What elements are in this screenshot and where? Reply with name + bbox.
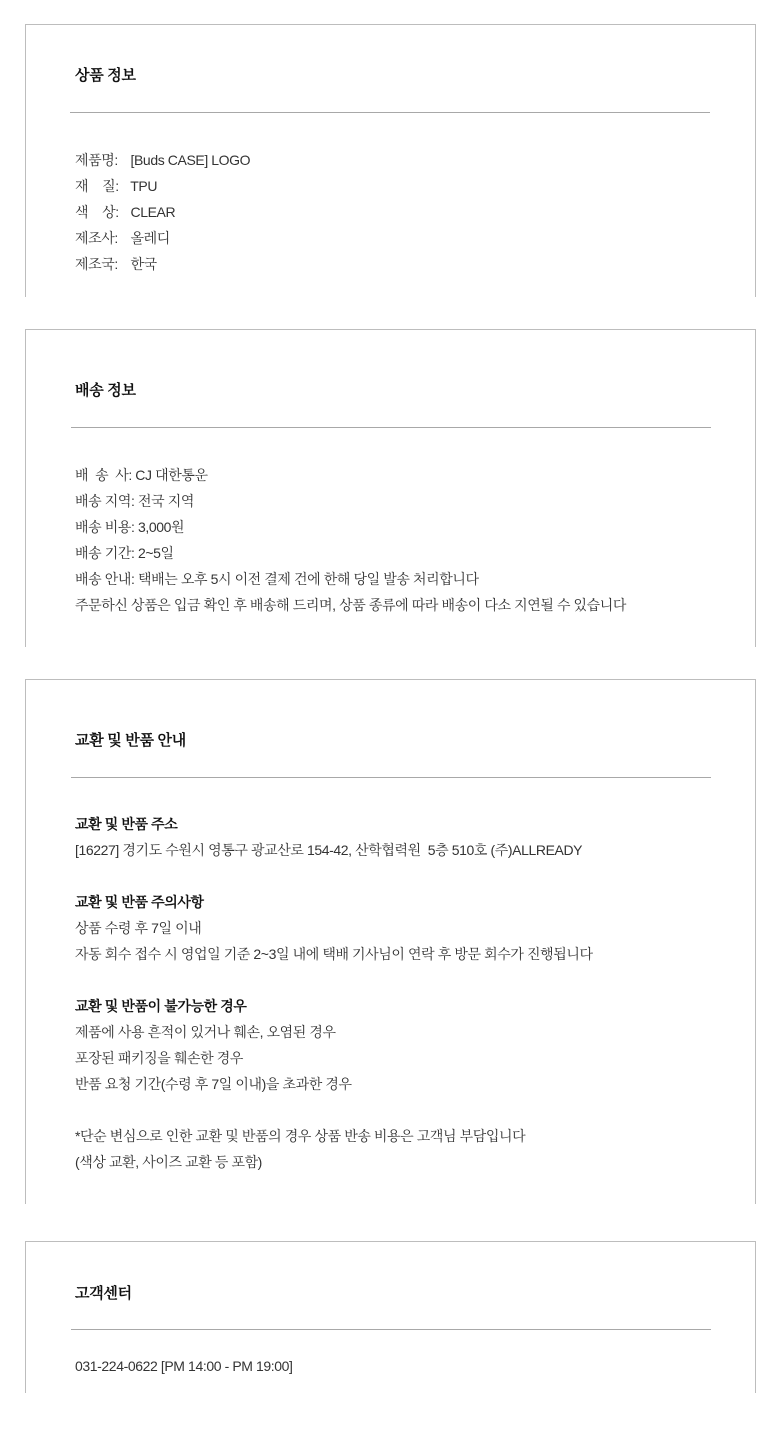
product-row-color [75,199,250,225]
return-info-divider [71,777,711,778]
customer-center-panel [25,1241,756,1393]
product-row-material [75,173,250,199]
shipping-guide-line: 배송 안내: 택배는 오후 5시 이전 결제 건에 한해 당일 발송 처리합니다 [75,571,479,587]
product-info-title: 상품 정보 [75,67,136,84]
shipping-cost-line: 배송 비용: 3,000원 [75,519,185,535]
return-info-title: 교환 및 반품 안내 [75,732,186,749]
shipping-region-line: 배송 지역: 전국 지역 [75,493,194,509]
customer-center-phone: 031-224-0622 [PM 14:00 - PM 19:00] [75,1358,293,1374]
shipping-carrier-line: 배 송 사: CJ 대한통운 [75,467,208,483]
shipping-info-body [75,462,626,618]
spacer [75,863,593,889]
product-row-label: 제조국: [75,256,118,272]
return-info-body [75,811,593,1175]
product-row-value: TPU [130,178,158,194]
product-row-label: 제품명: [75,152,118,168]
spacer [75,1097,593,1123]
shipping-info-panel [25,329,756,647]
product-row-value: CLEAR [130,204,176,220]
return-address: [16227] 경기도 수원시 영통구 광교산로 154-42, 산학협력원 5층 510호 (주)ALLREADY [75,842,583,858]
product-row-label: 재 질: [75,178,119,194]
product-row-value: 한국 [130,256,157,272]
return-address-heading: 교환 및 반품 주소 [75,816,178,832]
return-footnote: (색상 교환, 사이즈 교환 등 포함) [75,1154,262,1170]
shipping-delay-note: 주문하신 상품은 입금 확인 후 배송해 드리며, 상품 종류에 따라 배송이 다소 지연될 수 있습니다 [75,597,627,613]
product-row-label: 색 상: [75,204,119,220]
product-info-body [75,147,250,277]
customer-center-title: 고객센터 [75,1285,132,1302]
return-notes-heading: 교환 및 반품 주의사항 [75,894,204,910]
product-row-manufacturer [75,225,250,251]
product-info-divider [70,112,710,113]
return-note-item: 자동 회수 접수 시 영업일 기준 2~3일 내에 택배 기사님이 연락 후 방문 회수가 진행됩니다 [75,946,593,962]
return-unavailable-heading: 교환 및 반품이 불가능한 경우 [75,998,247,1014]
return-unavailable-item: 포장된 패키징을 훼손한 경우 [75,1050,243,1066]
shipping-period-line: 배송 기간: 2~5일 [75,545,174,561]
product-row-label: 제조사: [75,230,118,246]
shipping-info-divider [71,427,711,428]
return-unavailable-item: 제품에 사용 흔적이 있거나 훼손, 오염된 경우 [75,1024,336,1040]
spacer [75,967,593,993]
shipping-info-title: 배송 정보 [75,382,136,399]
product-row-value: 올레디 [130,230,170,246]
product-row-name [75,147,250,173]
return-footnote: *단순 변심으로 인한 교환 및 반품의 경우 상품 반송 비용은 고객님 부담입니다 [75,1128,526,1144]
return-unavailable-item: 반품 요청 기간(수령 후 7일 이내)을 초과한 경우 [75,1076,352,1092]
product-row-value: [Buds CASE] LOGO [130,152,251,168]
product-row-origin [75,251,250,277]
return-note-item: 상품 수령 후 7일 이내 [75,920,202,936]
product-info-panel [25,24,756,297]
customer-center-divider [71,1329,711,1330]
customer-center-body [75,1353,293,1379]
return-info-panel [25,679,756,1204]
